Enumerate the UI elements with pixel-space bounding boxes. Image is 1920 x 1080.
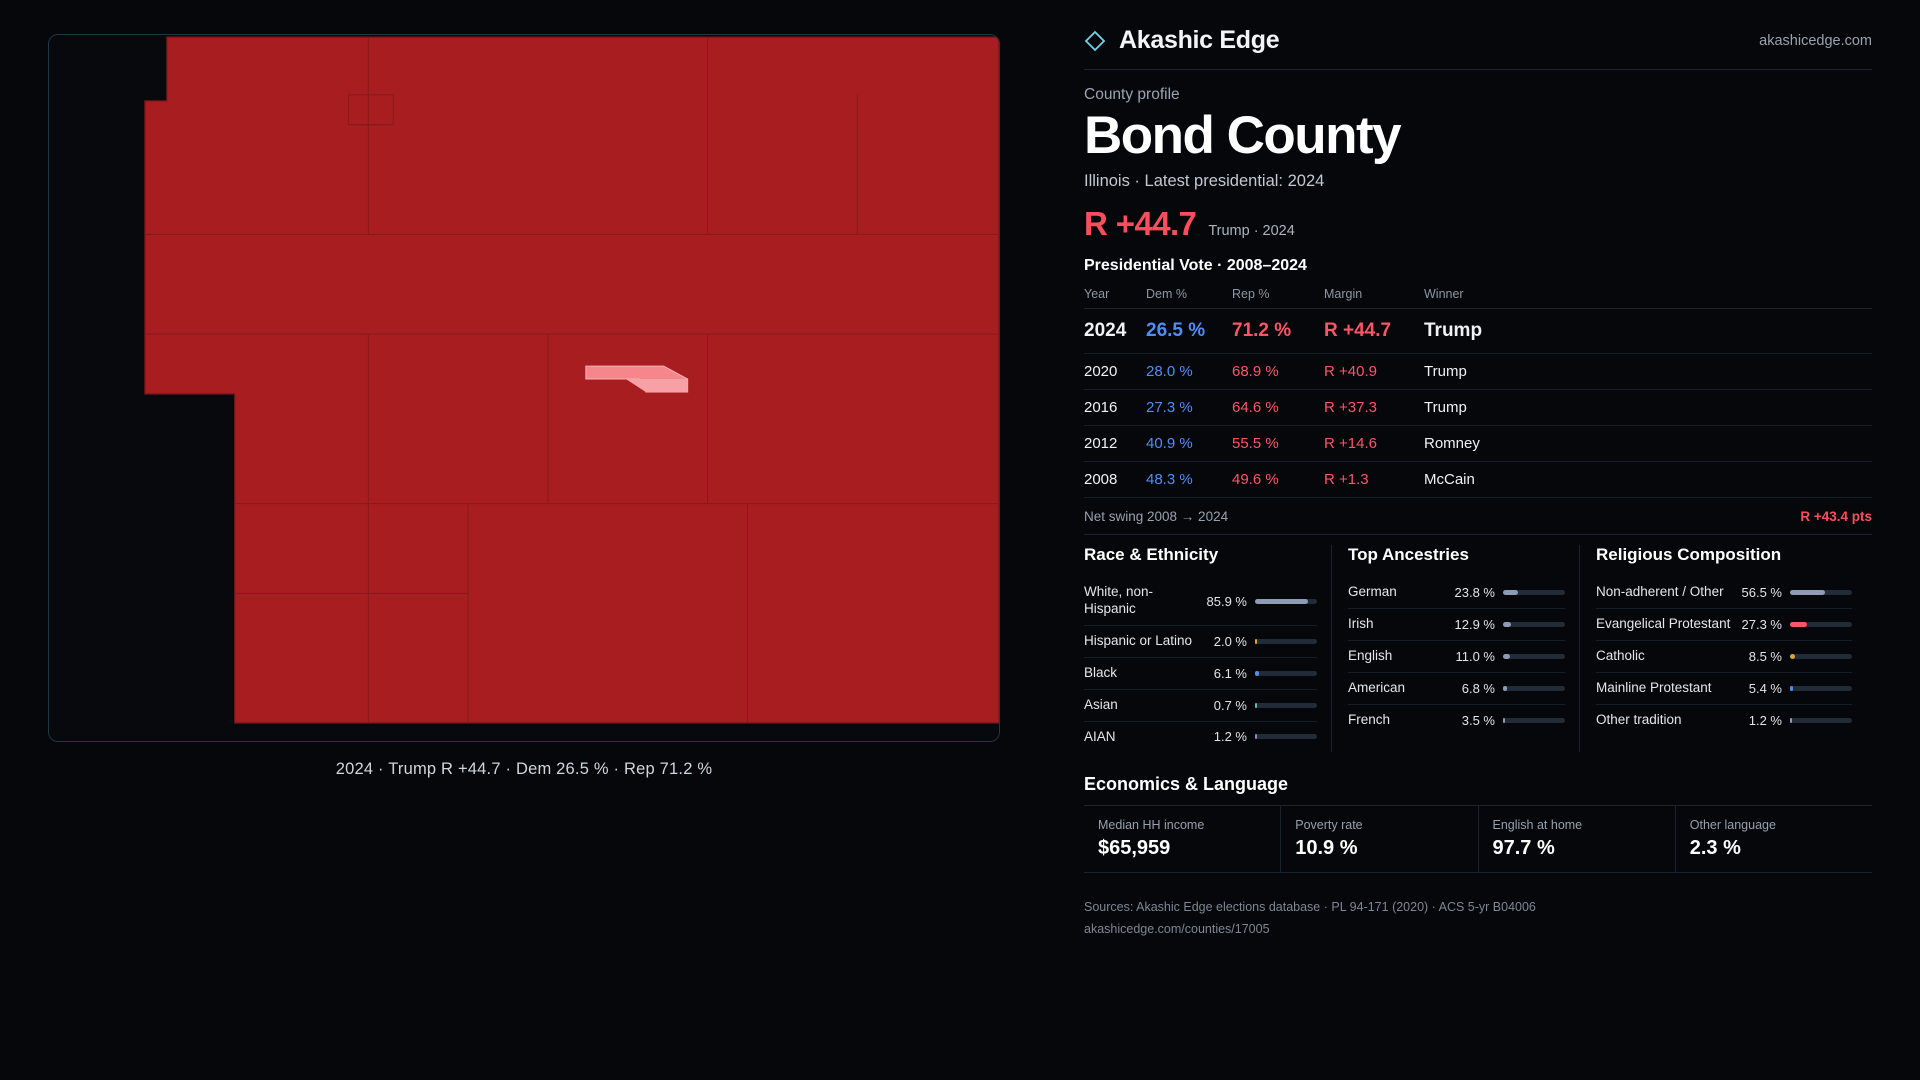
stat-value: 1.2 %	[1748, 712, 1782, 728]
stat-label: Mainline Protestant	[1596, 679, 1712, 695]
stat-bar	[1503, 622, 1565, 627]
list-item	[1596, 641, 1852, 673]
cell-rep: 64.6 %	[1232, 390, 1324, 426]
cell-dem: 48.3 %	[1146, 462, 1232, 498]
cell-dem: 40.9 %	[1146, 426, 1232, 462]
economics-cell	[1281, 806, 1478, 872]
presidential-vote-table	[1084, 283, 1872, 498]
margin-caption: Trump · 2024	[1208, 223, 1295, 240]
stat-bar-fill	[1790, 686, 1793, 691]
stat-bar-fill	[1790, 654, 1795, 659]
stat-bar	[1255, 639, 1317, 644]
stat-bar-fill	[1503, 686, 1507, 691]
stat-bar	[1255, 671, 1317, 676]
ancestry-column	[1332, 545, 1580, 752]
stat-bar-fill	[1255, 703, 1257, 708]
list-item	[1348, 641, 1565, 673]
stat-value: 5.4 %	[1748, 680, 1782, 696]
stat-bar-fill	[1255, 639, 1257, 644]
cell-rep: 49.6 %	[1232, 462, 1324, 498]
stat-label: Black	[1084, 664, 1118, 680]
stat-label: Irish	[1348, 616, 1374, 632]
profile-panel	[1040, 0, 1920, 1080]
table-row[interactable]	[1084, 462, 1872, 498]
stat-label: Catholic	[1596, 647, 1645, 663]
stat-bar	[1503, 686, 1565, 691]
stat-bar	[1503, 590, 1565, 595]
stat-bar-fill	[1255, 671, 1259, 676]
cell-winner: McCain	[1424, 462, 1872, 498]
cell-rep: 55.5 %	[1232, 426, 1324, 462]
sources-line: Sources: Akashic Edge elections database · PL 94-171 (2020) · ACS 5-yr B04006	[1084, 900, 1536, 915]
list-item	[1596, 577, 1852, 609]
brand-left	[1084, 26, 1279, 55]
table-header-row	[1084, 283, 1872, 309]
economics-row	[1084, 805, 1872, 873]
economics-label: English at home	[1492, 818, 1583, 833]
list-item	[1596, 673, 1852, 705]
cell-year: 2012	[1084, 426, 1146, 462]
stat-label: Evangelical Protestant	[1596, 616, 1731, 632]
cell-margin: R +37.3	[1324, 390, 1424, 426]
stat-value: 12.9 %	[1454, 616, 1495, 632]
diamond-icon	[1084, 30, 1106, 52]
stat-bar-fill	[1503, 622, 1511, 627]
stat-value: 1.2 %	[1213, 729, 1247, 745]
stat-bar	[1503, 718, 1565, 723]
stat-label: White, non-Hispanic	[1084, 584, 1154, 617]
stat-bar-fill	[1790, 622, 1807, 627]
economics-value: 10.9 %	[1295, 837, 1358, 860]
table-row[interactable]	[1084, 354, 1872, 390]
stat-value: 0.7 %	[1213, 697, 1247, 713]
cell-margin: R +44.7	[1324, 309, 1424, 354]
cell-year: 2020	[1084, 354, 1146, 390]
stat-label: American	[1348, 679, 1406, 695]
col-dem: Dem %	[1146, 283, 1232, 309]
permalink[interactable]: akashicedge.com/counties/17005	[1084, 921, 1270, 936]
cell-dem: 27.3 %	[1146, 390, 1232, 426]
stat-value: 6.8 %	[1461, 680, 1495, 696]
cell-dem: 28.0 %	[1146, 354, 1232, 390]
stat-value: 23.8 %	[1454, 585, 1495, 601]
votes-section-title: Presidential Vote · 2008–2024	[1084, 257, 1307, 275]
religion-title: Religious Composition	[1596, 545, 1782, 565]
stat-label: English	[1348, 647, 1393, 663]
cell-winner: Romney	[1424, 426, 1872, 462]
stat-value: 2.0 %	[1213, 633, 1247, 649]
list-item	[1596, 609, 1852, 641]
list-item	[1348, 577, 1565, 609]
col-year: Year	[1084, 283, 1146, 309]
list-item	[1348, 609, 1565, 641]
economics-value: $65,959	[1098, 837, 1171, 860]
cell-dem: 26.5 %	[1146, 309, 1232, 354]
stat-bar-fill	[1503, 654, 1510, 659]
cell-winner: Trump	[1424, 390, 1872, 426]
economics-label: Median HH income	[1098, 818, 1205, 833]
stat-value: 11.0 %	[1455, 648, 1495, 664]
cell-rep: 71.2 %	[1232, 309, 1324, 354]
list-item	[1084, 722, 1317, 753]
cell-year: 2008	[1084, 462, 1146, 498]
stat-bar-fill	[1255, 734, 1257, 739]
page-kicker: County profile	[1084, 86, 1180, 103]
cell-margin: R +1.3	[1324, 462, 1424, 498]
economics-value: 97.7 %	[1492, 837, 1555, 860]
stat-bar	[1790, 654, 1852, 659]
stat-bar	[1255, 703, 1317, 708]
cell-year: 2016	[1084, 390, 1146, 426]
list-item	[1084, 577, 1317, 626]
list-item	[1084, 626, 1317, 658]
brand-name: Akashic Edge	[1119, 26, 1280, 54]
table-row[interactable]	[1084, 309, 1872, 354]
col-margin: Margin	[1324, 283, 1424, 309]
page-title: Bond County	[1084, 106, 1401, 165]
net-swing-label: Net swing 2008 → 2024	[1084, 509, 1229, 525]
stat-value: 56.5 %	[1741, 585, 1782, 601]
cell-winner: Trump	[1424, 354, 1872, 390]
stat-label: Hispanic or Latino	[1084, 632, 1193, 648]
map-caption: 2024 · Trump R +44.7 · Dem 26.5 % · Rep 71.2 %	[335, 760, 713, 778]
list-item	[1348, 673, 1565, 705]
stat-bar	[1503, 654, 1565, 659]
stat-bar-fill	[1255, 599, 1308, 604]
stat-label: French	[1348, 711, 1391, 727]
stat-value: 85.9 %	[1206, 593, 1247, 609]
stat-value: 8.5 %	[1748, 648, 1782, 664]
map-shapes	[49, 35, 999, 741]
economics-title: Economics & Language	[1084, 774, 1289, 795]
stat-bar-fill	[1503, 590, 1518, 595]
race-title: Race & Ethnicity	[1084, 545, 1219, 565]
stat-value: 6.1 %	[1213, 665, 1247, 681]
list-item	[1348, 705, 1565, 736]
brand-bar	[1084, 26, 1872, 70]
cell-winner: Trump	[1424, 309, 1872, 354]
ancestry-title: Top Ancestries	[1348, 545, 1469, 565]
list-item	[1596, 705, 1852, 736]
stat-value: 27.3 %	[1741, 616, 1782, 632]
stat-bar-fill	[1790, 718, 1792, 723]
stat-label: Non-adherent / Other	[1596, 584, 1724, 600]
economics-label: Other language	[1689, 818, 1776, 833]
page-subtitle: Illinois · Latest presidential: 2024	[1084, 172, 1325, 191]
headline-margin	[1084, 205, 1872, 243]
cell-margin: R +14.6	[1324, 426, 1424, 462]
list-item	[1084, 690, 1317, 722]
stat-bar-fill	[1503, 718, 1505, 723]
economics-cell	[1676, 806, 1872, 872]
stat-label: Asian	[1084, 696, 1118, 712]
stat-bar-fill	[1790, 590, 1825, 595]
stat-label: German	[1348, 584, 1397, 600]
stat-label: AIAN	[1084, 728, 1116, 744]
stat-bar	[1790, 622, 1852, 627]
economics-cell	[1479, 806, 1676, 872]
cell-margin: R +40.9	[1324, 354, 1424, 390]
economics-label: Poverty rate	[1295, 818, 1363, 833]
demographics-columns	[1084, 545, 1872, 752]
economics-cell	[1084, 806, 1281, 872]
religion-column	[1580, 545, 1866, 752]
col-winner: Winner	[1424, 283, 1872, 309]
map-region-fill	[145, 37, 999, 723]
stat-bar	[1790, 718, 1852, 723]
margin-value: R +44.7	[1084, 205, 1197, 243]
stat-bar	[1255, 599, 1317, 604]
table-row[interactable]	[1084, 426, 1872, 462]
stat-label: Other tradition	[1596, 711, 1682, 727]
net-swing	[1084, 509, 1872, 535]
table-row[interactable]	[1084, 390, 1872, 426]
list-item	[1084, 658, 1317, 690]
county-map[interactable]	[48, 34, 1000, 742]
col-rep: Rep %	[1232, 283, 1324, 309]
stat-value: 3.5 %	[1461, 712, 1495, 728]
cell-year: 2024	[1084, 309, 1146, 354]
net-swing-value: R +43.4 pts	[1800, 509, 1872, 525]
economics-value: 2.3 %	[1689, 837, 1741, 860]
stat-bar	[1790, 686, 1852, 691]
cell-rep: 68.9 %	[1232, 354, 1324, 390]
stat-bar	[1790, 590, 1852, 595]
footer-sources	[1084, 897, 1872, 940]
brand-url[interactable]: akashicedge.com	[1759, 32, 1872, 49]
race-column	[1084, 545, 1332, 752]
stat-bar	[1255, 734, 1317, 739]
